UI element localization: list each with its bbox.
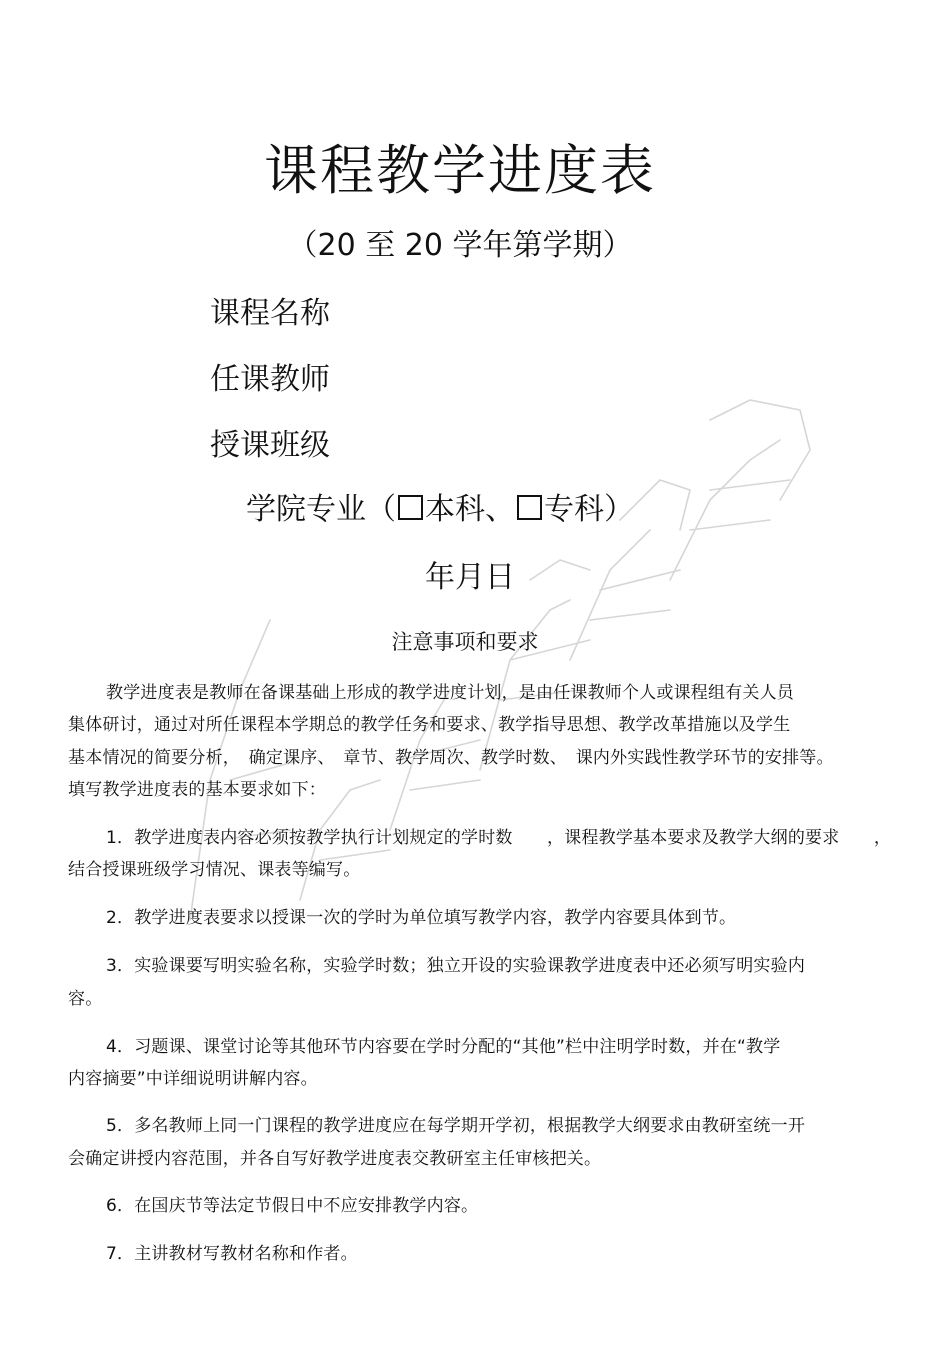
requirement-item: 2．教学进度表要求以授课一次的学时为单位填写教学内容，教学内容要具体到节。 (106, 908, 737, 928)
requirement-item: 7．主讲教材写教材名称和作者。 (106, 1244, 358, 1264)
course-name-label: 课程名称 (210, 296, 330, 331)
intro-line: 基本情况的简要分析， 确定课序、 章节、教学周次、教学时数、 课内外实践性教学环节的安排等。 (68, 748, 834, 768)
date-line: 年月日 (425, 560, 515, 595)
notes-heading: 注意事项和要求 (391, 630, 539, 654)
junior-college-label: 专科） (544, 492, 634, 527)
junior-college-checkbox[interactable] (517, 495, 542, 520)
intro-line: 教学进度表是教师在备课基础上形成的教学进度计划，是由任课教师个人或课程组有关人员 (106, 683, 794, 703)
requirement-item-continued: 会确定讲授内容范围，并各自写好教学进度表交教研室主任审核把关。 (68, 1149, 602, 1169)
academic-year-subtitle: （20 至 20 学年第学期） (287, 228, 633, 263)
requirement-item: 5．多名教师上同一门课程的教学进度应在每学期开学初，根据教学大纲要求由教研室统一开 (106, 1116, 806, 1136)
requirement-item-continued: 结合授课班级学习情况、课表等编写。 (68, 860, 361, 880)
requirement-item: 1．教学进度表内容必须按教学执行计划规定的学时数 ，课程教学基本要求及教学大纲的要求 ， (106, 828, 892, 848)
page-title: 课程教学进度表 (264, 139, 656, 202)
class-label: 授课班级 (210, 428, 330, 463)
undergrad-label: 本科、 (425, 492, 515, 527)
intro-line: 填写教学进度表的基本要求如下： (68, 780, 326, 800)
teacher-label: 任课教师 (210, 362, 330, 397)
undergrad-checkbox[interactable] (398, 495, 423, 520)
requirement-item: 6．在国庆节等法定节假日中不应安排教学内容。 (106, 1196, 479, 1216)
requirement-item-continued: 容。 (68, 989, 103, 1009)
requirement-item: 3．实验课要写明实验名称，实验学时数；独立开设的实验课教学进度表中还必须写明实验内 (106, 956, 806, 976)
department-major-line (246, 484, 634, 528)
requirement-item-continued: 内容摘要”中详细说明讲解内容。 (68, 1069, 318, 1089)
department-major-prefix: 学院专业（ (246, 492, 396, 527)
intro-line: 集体研讨，通过对所任课程本学期总的教学任务和要求、教学指导思想、教学改革措施以及学生 (68, 715, 791, 735)
requirement-item: 4．习题课、课堂讨论等其他环节内容要在学时分配的“其他”栏中注明学时数，并在“教学 (106, 1037, 781, 1057)
